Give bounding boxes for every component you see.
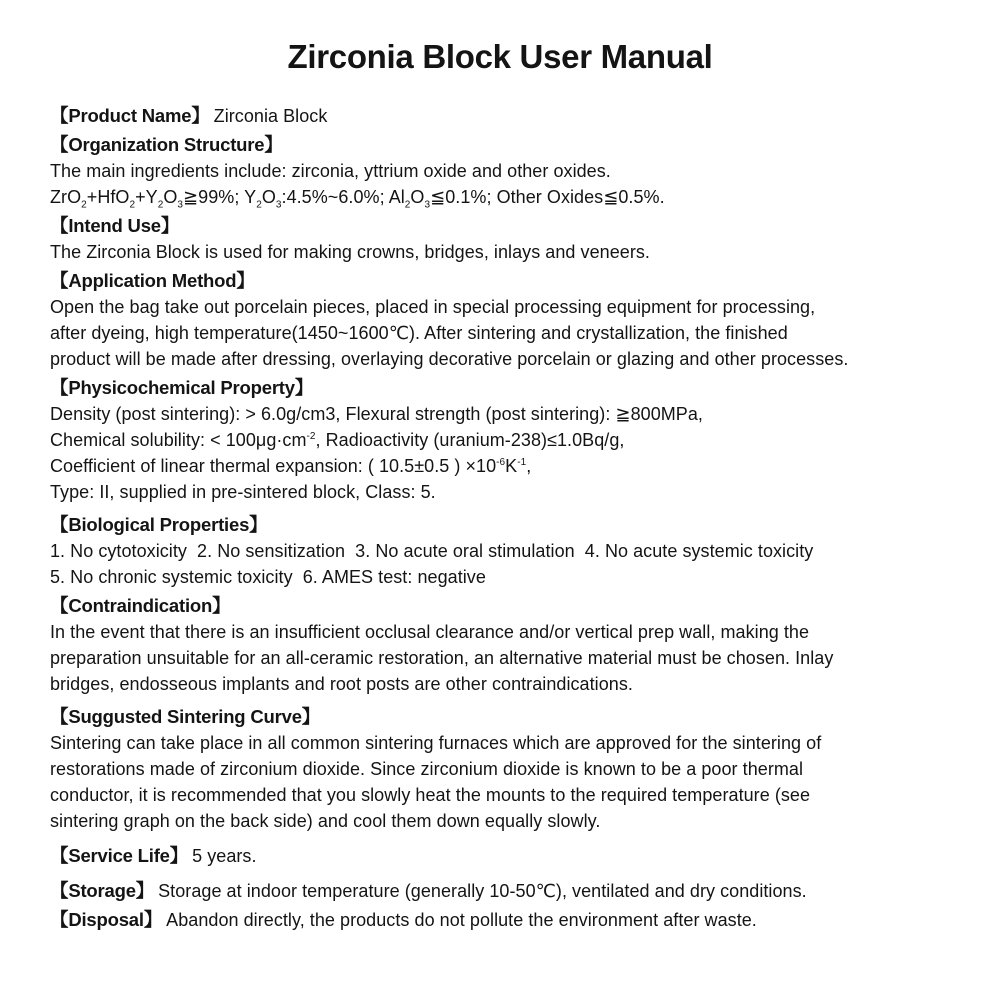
contraindication-line: In the event that there is an insufficient occlusal clearance and/or vertical prep wall, making the bbox=[50, 622, 810, 642]
manual-body bbox=[50, 103, 970, 933]
organization-formula bbox=[50, 184, 970, 210]
bracket-open: 【 bbox=[50, 215, 69, 236]
bracket-close: 】 bbox=[294, 377, 314, 398]
biological-heading bbox=[50, 512, 970, 538]
contraindication-heading bbox=[50, 593, 970, 619]
application-heading bbox=[50, 268, 970, 294]
sintering-line: sintering graph on the back side) and cool them down equally slowly. bbox=[50, 811, 601, 831]
contraindication-label: Contraindication bbox=[68, 595, 213, 616]
formula-subscript: 2 bbox=[256, 199, 262, 211]
service-life-heading bbox=[50, 845, 188, 866]
formula-part: ≦0.1%; Other Oxides≦0.5%. bbox=[430, 187, 665, 207]
bracket-open: 【 bbox=[50, 880, 69, 901]
formula-subscript: 3 bbox=[177, 199, 184, 211]
organization-label: Organization Structure bbox=[68, 134, 265, 155]
biological-section bbox=[50, 512, 970, 590]
disposal-heading bbox=[50, 909, 162, 930]
organization-heading bbox=[50, 132, 970, 158]
physico-section bbox=[50, 375, 970, 505]
bracket-close: 】 bbox=[236, 270, 255, 291]
superscript: -1 bbox=[517, 457, 527, 468]
physico-label: Physicochemical Property bbox=[68, 377, 295, 398]
contraindication-line: bridges, endosseous implants and root posts are other contraindications. bbox=[50, 674, 633, 694]
expansion-unit: K bbox=[505, 456, 518, 476]
formula-part: +HfO bbox=[86, 187, 130, 207]
bracket-open: 【 bbox=[50, 909, 69, 930]
bracket-open: 【 bbox=[50, 595, 69, 616]
sintering-label: Suggusted Sintering Curve bbox=[68, 706, 302, 727]
physico-solubility bbox=[50, 427, 970, 453]
storage-value: Storage at indoor temperature (generally 10-50℃), ventilated and dry conditions. bbox=[158, 881, 807, 901]
intend-use-section bbox=[50, 213, 970, 265]
bracket-open: 【 bbox=[50, 105, 69, 126]
contraindication-line: preparation unsuitable for an all-ceramic restoration, an alternative material must be chosen. Inlay bbox=[50, 648, 834, 668]
application-line: product will be made after dressing, overlaying decorative porcelain or glazing and other processes. bbox=[50, 349, 849, 369]
formula-part: O bbox=[261, 187, 276, 207]
product-name-heading bbox=[50, 105, 210, 126]
disposal-label: Disposal bbox=[68, 909, 144, 930]
formula-subscript: 2 bbox=[157, 199, 164, 211]
disposal-section bbox=[50, 907, 970, 933]
page-title: Zirconia Block User Manual bbox=[287, 38, 713, 75]
application-line: after dyeing, high temperature(1450~1600℃). After sintering and crystallization, the finished bbox=[50, 323, 788, 343]
bracket-close: 】 bbox=[212, 595, 231, 616]
bracket-close: 】 bbox=[264, 134, 283, 155]
formula-subscript: 3 bbox=[275, 199, 282, 211]
formula-part: +Y bbox=[135, 187, 158, 207]
bracket-close: 】 bbox=[169, 845, 189, 866]
disposal-value: Abandon directly, the products do not pollute the environment after waste. bbox=[166, 910, 757, 930]
bracket-close: 】 bbox=[135, 880, 155, 901]
bracket-open: 【 bbox=[50, 514, 69, 535]
formula-subscript: 2 bbox=[81, 199, 87, 211]
product-name-value: Zirconia Block bbox=[213, 106, 328, 126]
bracket-open: 【 bbox=[50, 134, 69, 155]
physico-expansion bbox=[50, 453, 970, 479]
sintering-line: Sintering can take place in all common sintering furnaces which are approved for the sintering of bbox=[50, 733, 822, 753]
application-label: Application Method bbox=[68, 270, 237, 291]
storage-heading bbox=[50, 880, 154, 901]
formula-subscript: 2 bbox=[129, 199, 136, 211]
product-name-section bbox=[50, 103, 970, 129]
sintering-line: conductor, it is recommended that you slowly heat the mounts to the required temperature (see bbox=[50, 785, 811, 805]
biological-label: Biological Properties bbox=[68, 514, 250, 535]
superscript: -2 bbox=[306, 431, 316, 442]
bracket-close: 】 bbox=[191, 105, 210, 126]
service-life-value: 5 years. bbox=[192, 846, 257, 866]
formula-part: ≧99%; Y bbox=[183, 187, 257, 207]
formula-part: ZrO bbox=[50, 187, 82, 207]
organization-section bbox=[50, 132, 970, 210]
contraindication-section bbox=[50, 593, 970, 697]
formula-subscript: 2 bbox=[404, 199, 411, 211]
bracket-open: 【 bbox=[50, 706, 69, 727]
physico-density: Density (post sintering): > 6.0g/cm3, Flexural strength (post sintering): ≧800MPa, bbox=[50, 404, 703, 424]
organization-ingredients: The main ingredients include: zirconia, yttrium oxide and other oxides. bbox=[50, 161, 611, 181]
physico-type: Type: II, supplied in pre-sintered block, Class: 5. bbox=[50, 482, 436, 502]
intend-use-label: Intend Use bbox=[68, 215, 161, 236]
bracket-close: 】 bbox=[249, 514, 268, 535]
bracket-open: 【 bbox=[50, 270, 69, 291]
expansion-comma: , bbox=[526, 456, 532, 476]
bracket-close: 】 bbox=[143, 909, 163, 930]
storage-label: Storage bbox=[68, 880, 136, 901]
formula-part: O bbox=[163, 187, 178, 207]
sintering-line: restorations made of zirconium dioxide. Since zirconium dioxide is known to be a poor thermal bbox=[50, 759, 804, 779]
intend-use-text: The Zirconia Block is used for making crowns, bridges, inlays and veneers. bbox=[50, 242, 650, 262]
expansion-text: Coefficient of linear thermal expansion: ( 10.5±0.5 ) ×10 bbox=[50, 456, 497, 476]
bracket-open: 【 bbox=[50, 845, 69, 866]
biological-line: 5. No chronic systemic toxicity 6. AMES test: negative bbox=[50, 567, 486, 587]
application-line: Open the bag take out porcelain pieces, placed in special processing equipment for processing, bbox=[50, 297, 816, 317]
sintering-section bbox=[50, 704, 970, 834]
physico-heading bbox=[50, 375, 970, 401]
superscript: -6 bbox=[496, 457, 506, 468]
service-life-section bbox=[50, 843, 970, 869]
biological-line: 1. No cytotoxicity 2. No sensitization 3. No acute oral stimulation 4. No acute systemic toxicity bbox=[50, 541, 814, 561]
formula-subscript: 3 bbox=[424, 199, 431, 211]
radioactivity-text: , Radioactivity (uranium-238)≤1.0Bq/g, bbox=[315, 430, 625, 450]
service-life-label: Service Life bbox=[68, 845, 170, 866]
formula-part: :4.5%~6.0%; Al bbox=[281, 187, 405, 207]
bracket-open: 【 bbox=[50, 377, 69, 398]
solubility-text: Chemical solubility: < 100μg·cm bbox=[50, 430, 307, 450]
product-name-label: Product Name bbox=[68, 105, 192, 126]
application-section bbox=[50, 268, 970, 372]
formula-part: O bbox=[410, 187, 425, 207]
bracket-close: 】 bbox=[301, 706, 321, 727]
sintering-heading bbox=[50, 704, 970, 730]
bracket-close: 】 bbox=[160, 215, 180, 236]
intend-use-heading bbox=[50, 213, 970, 239]
storage-section bbox=[50, 878, 970, 904]
